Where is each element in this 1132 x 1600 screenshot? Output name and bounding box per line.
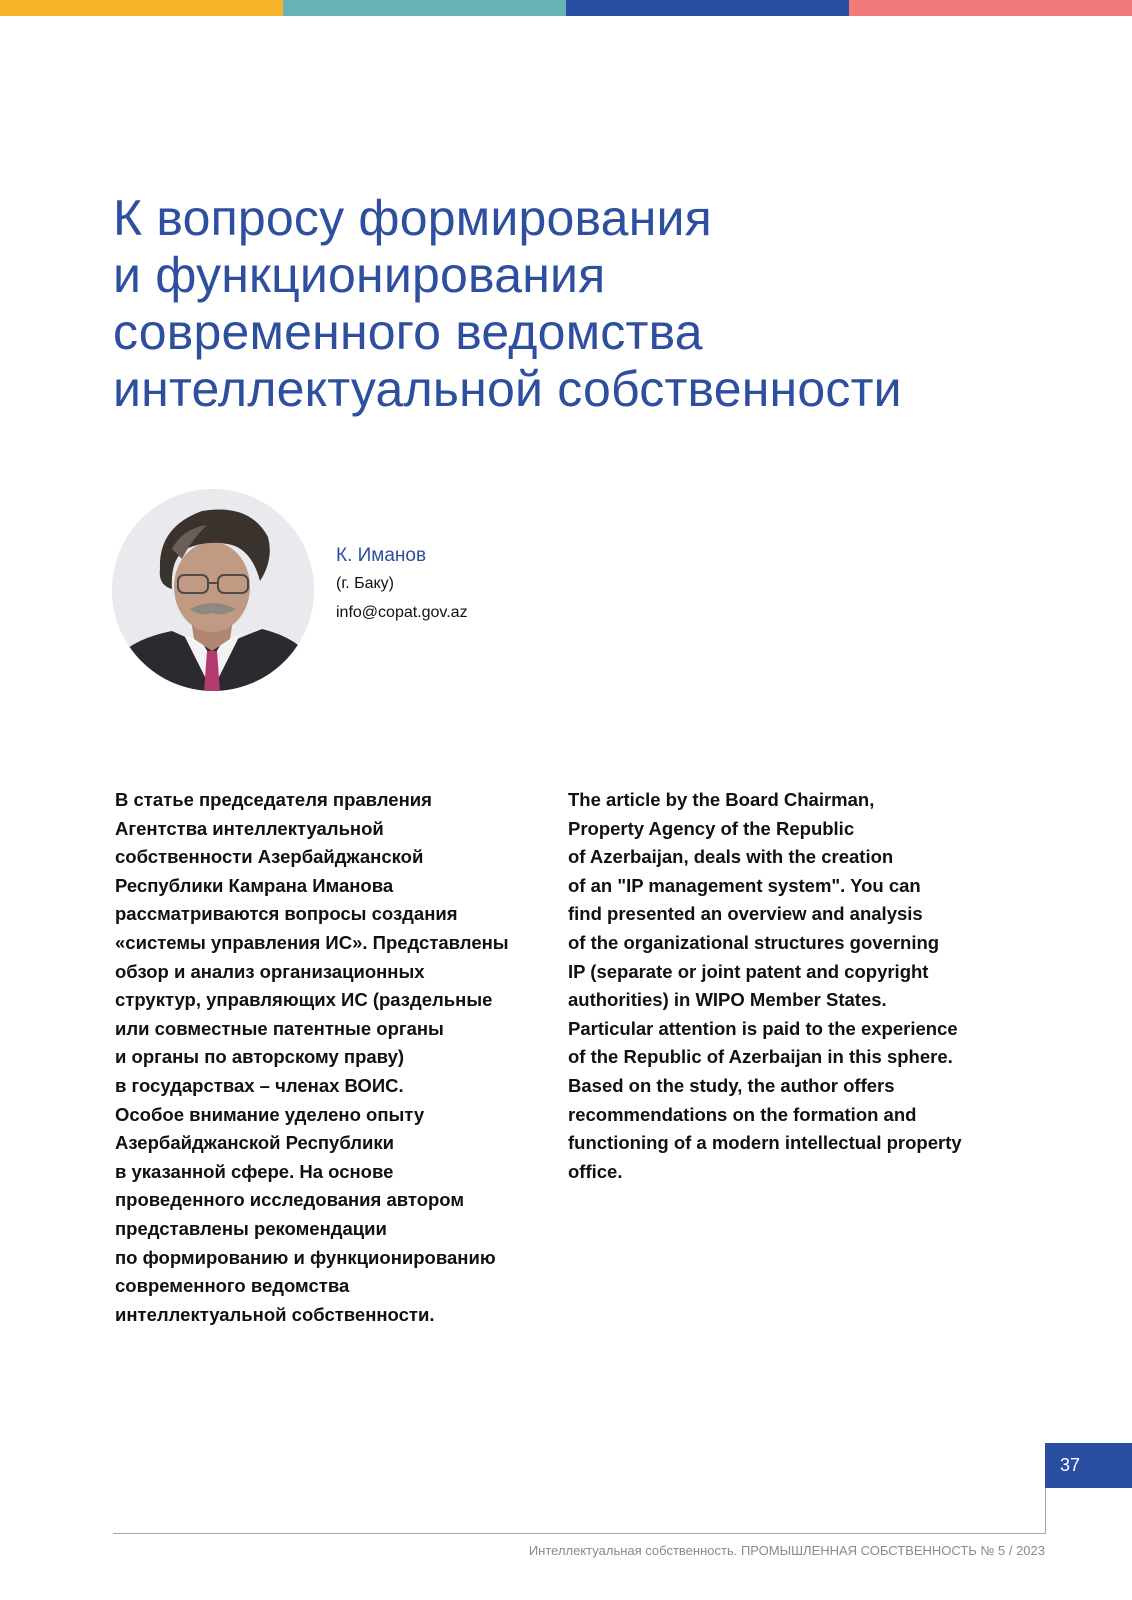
- author-photo: [112, 489, 314, 691]
- top-color-stripes: [0, 0, 1132, 16]
- author-email[interactable]: info@copat.gov.az: [336, 604, 468, 621]
- abstract-line: of the Republic of Azerbaijan in this sphere.: [568, 1046, 953, 1068]
- stripe-blue: [566, 0, 849, 16]
- article-title: [113, 190, 993, 418]
- footer-rule: [113, 1533, 1046, 1534]
- title-line: интеллектуальной собственности: [113, 361, 902, 417]
- abstract-line: office.: [568, 1160, 623, 1182]
- abstract-line: Азербайджанской Республики: [115, 1132, 395, 1154]
- abstract-english: [568, 786, 962, 1186]
- abstract-line: Агентства интеллектуальной: [115, 817, 384, 839]
- abstract-line: find presented an overview and analysis: [568, 903, 923, 925]
- author-info: [336, 543, 468, 627]
- title-line: и функционирования: [113, 247, 606, 303]
- abstract-line: Based on the study, the author offers: [568, 1074, 895, 1096]
- abstract-line: современного ведомства: [115, 1275, 350, 1297]
- abstract-line: IP (separate or joint patent and copyright: [568, 960, 929, 982]
- abstract-line: of Azerbaijan, deals with the creation: [568, 846, 894, 868]
- abstract-line: структур, управляющих ИС (раздельные: [115, 989, 493, 1011]
- abstract-line: recommendations on the formation and: [568, 1103, 917, 1125]
- abstract-line: Особое внимание уделено опыту: [115, 1103, 425, 1125]
- abstract-line: The article by the Board Chairman,: [568, 789, 875, 810]
- abstract-line: по формированию и функционированию: [115, 1246, 496, 1268]
- author-name: К. Иманов: [336, 545, 427, 566]
- abstract-line: Particular attention is paid to the experience: [568, 1017, 958, 1039]
- abstract-line: в указанной сфере. На основе: [115, 1160, 394, 1182]
- abstract-line: of an "IP management system". You can: [568, 874, 921, 896]
- abstract-line: Республики Камрана Иманова: [115, 874, 394, 896]
- abstract-line: В статье председателя правления: [115, 789, 432, 810]
- abstract-russian: [115, 786, 509, 1329]
- abstract-line: представлены рекомендации: [115, 1217, 387, 1239]
- abstract-line: functioning of a modern intellectual property: [568, 1132, 962, 1154]
- abstract-line: проведенного исследования автором: [115, 1189, 465, 1211]
- abstract-line: в государствах – членах ВОИС.: [115, 1074, 404, 1096]
- title-line: современного ведомства: [113, 304, 703, 360]
- abstract-line: или совместные патентные органы: [115, 1017, 444, 1039]
- author-city: (г. Баку): [336, 575, 395, 592]
- abstract-line: «системы управления ИС». Представлены: [115, 931, 509, 953]
- stripe-teal: [283, 0, 566, 16]
- abstract-line: authorities) in WIPO Member States.: [568, 989, 887, 1011]
- stripe-yellow: [0, 0, 283, 16]
- footer-frame-line-vertical: [1045, 1488, 1046, 1534]
- abstract-line: of the organizational structures governing: [568, 931, 940, 953]
- abstract-line: обзор и анализ организационных: [115, 960, 425, 982]
- footer-journal-title: Интеллектуальная собственность. ПРОМЫШЛЕННАЯ СОБСТВЕННОСТЬ № 5 / 2023: [528, 1543, 1045, 1558]
- abstract-line: и органы по авторскому праву): [115, 1046, 405, 1068]
- abstract-line: интеллектуальной собственности.: [115, 1303, 435, 1325]
- page-number: 37: [1045, 1443, 1132, 1488]
- abstract-line: Property Agency of the Republic: [568, 817, 855, 839]
- abstract-line: собственности Азербайджанской: [115, 846, 424, 868]
- stripe-coral: [849, 0, 1132, 16]
- author-portrait-illustration: [112, 489, 314, 691]
- abstract-line: рассматриваются вопросы создания: [115, 903, 458, 925]
- title-line: К вопросу формирования: [113, 190, 712, 246]
